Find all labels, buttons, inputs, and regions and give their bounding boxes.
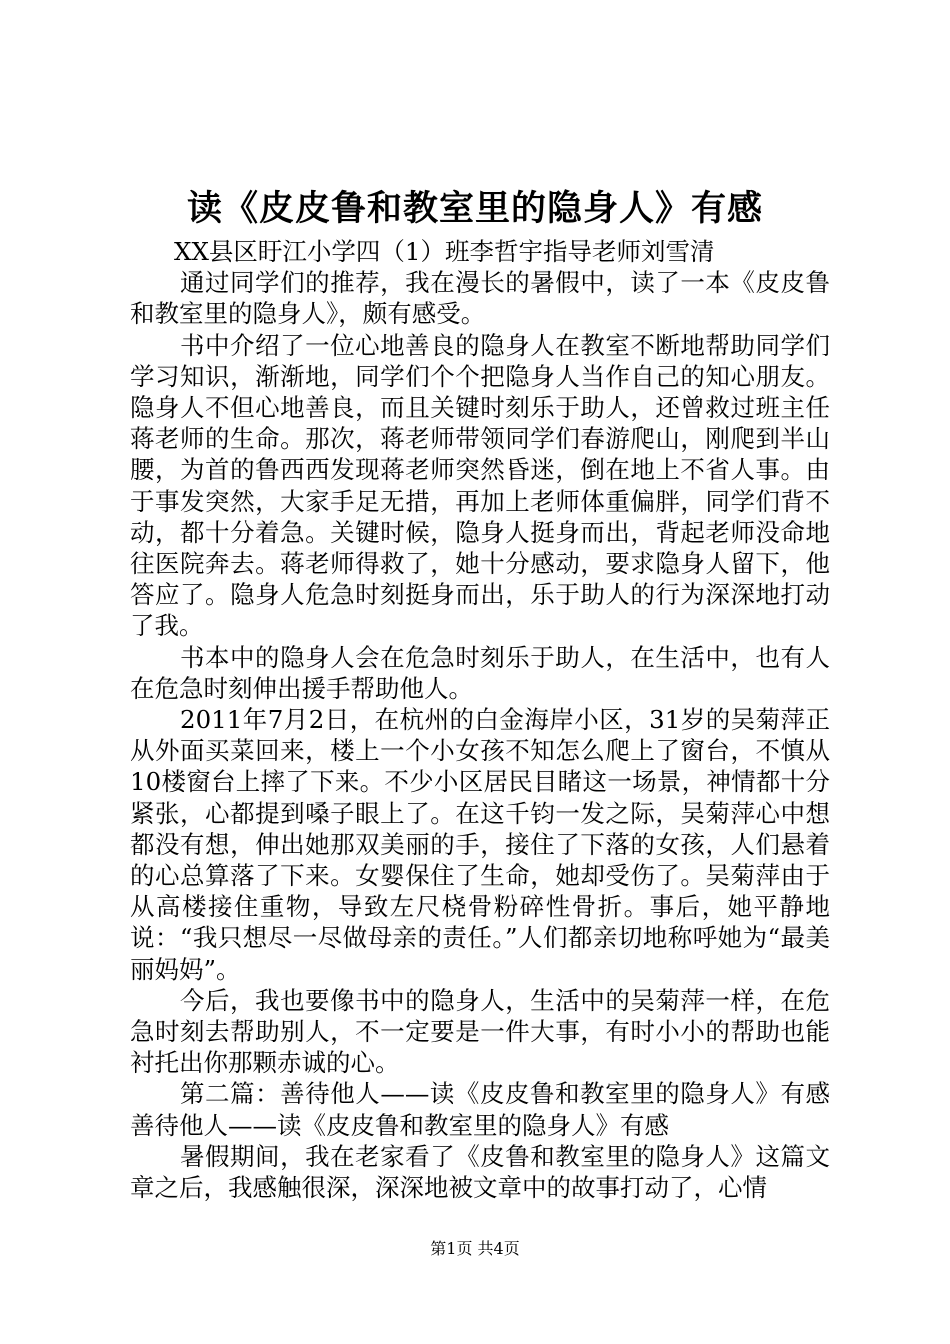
author-byline: XX县区盱江小学四（1）班李哲宇指导老师刘雪清	[174, 237, 715, 266]
page-number-footer: 第1页 共4页	[430, 1239, 520, 1258]
paragraph: 暑假期间，我在老家看了《皮鲁和教室里的隐身人》这篇文章之后，我感触很深，深深地被文章中的故事打动了，心情	[130, 1141, 830, 1203]
section-heading: 第二篇：善待他人——读《皮皮鲁和教室里的隐身人》有感善待他人——读《皮皮鲁和教室里的隐身人》有感	[130, 1079, 830, 1140]
paragraph: 书本中的隐身人会在危急时刻乐于助人，在生活中，也有人在危急时刻伸出援手帮助他人。	[130, 642, 830, 703]
document-body	[130, 236, 830, 1203]
paragraph: 今后，我也要像书中的隐身人，生活中的吴菊萍一样，在危急时刻去帮助别人，不一定要是一件大事，有时小小的帮助也能衬托出你那颗赤诚的心。	[130, 985, 830, 1078]
paragraph: 通过同学们的推荐，我在漫长的暑假中，读了一本《皮皮鲁和教室里的隐身人》，颇有感受。	[130, 268, 830, 329]
paragraph: 2011年7月2日，在杭州的白金海岸小区，31岁的吴菊萍正从外面买菜回来，楼上一个小女孩不知怎么爬上了窗台，不慎从10楼窗台上摔了下来。不少小区居民目睹这一场景，神情都十分紧张，心都提到嗓子眼上了。在这千钧一发之际，吴菊萍心中想都没有想，伸出她那双美丽的手，接住了下落的女孩，人们悬着的心总算落了下来。女婴保住了生命，她却受伤了。吴菊萍由于从高楼接住重物，导致左尺桡骨粉碎性骨折。事后，她平静地说：“我只想尽一尽做母亲的责任。”人们都亲切地称呼她为“最美丽妈妈”。	[130, 705, 830, 984]
paragraph: 书中介绍了一位心地善良的隐身人在教室不断地帮助同学们学习知识，渐渐地，同学们个个把隐身人当作自己的知心朋友。隐身人不但心地善良，而且关键时刻乐于助人，还曾救过班主任蒋老师的生命。那次，蒋老师带领同学们春游爬山，刚爬到半山腰，为首的鲁西西发现蒋老师突然昏迷，倒在地上不省人事。由于事发突然，大家手足无措，再加上老师体重偏胖，同学们背不动，都十分着急。关键时候，隐身人挺身而出，背起老师没命地往医院奔去。蒋老师得救了，她十分感动，要求隐身人留下，他答应了。隐身人危急时刻挺身而出，乐于助人的行为深深地打动了我。	[130, 330, 830, 641]
document-title: 读《皮皮鲁和教室里的隐身人》有感	[186, 188, 763, 229]
